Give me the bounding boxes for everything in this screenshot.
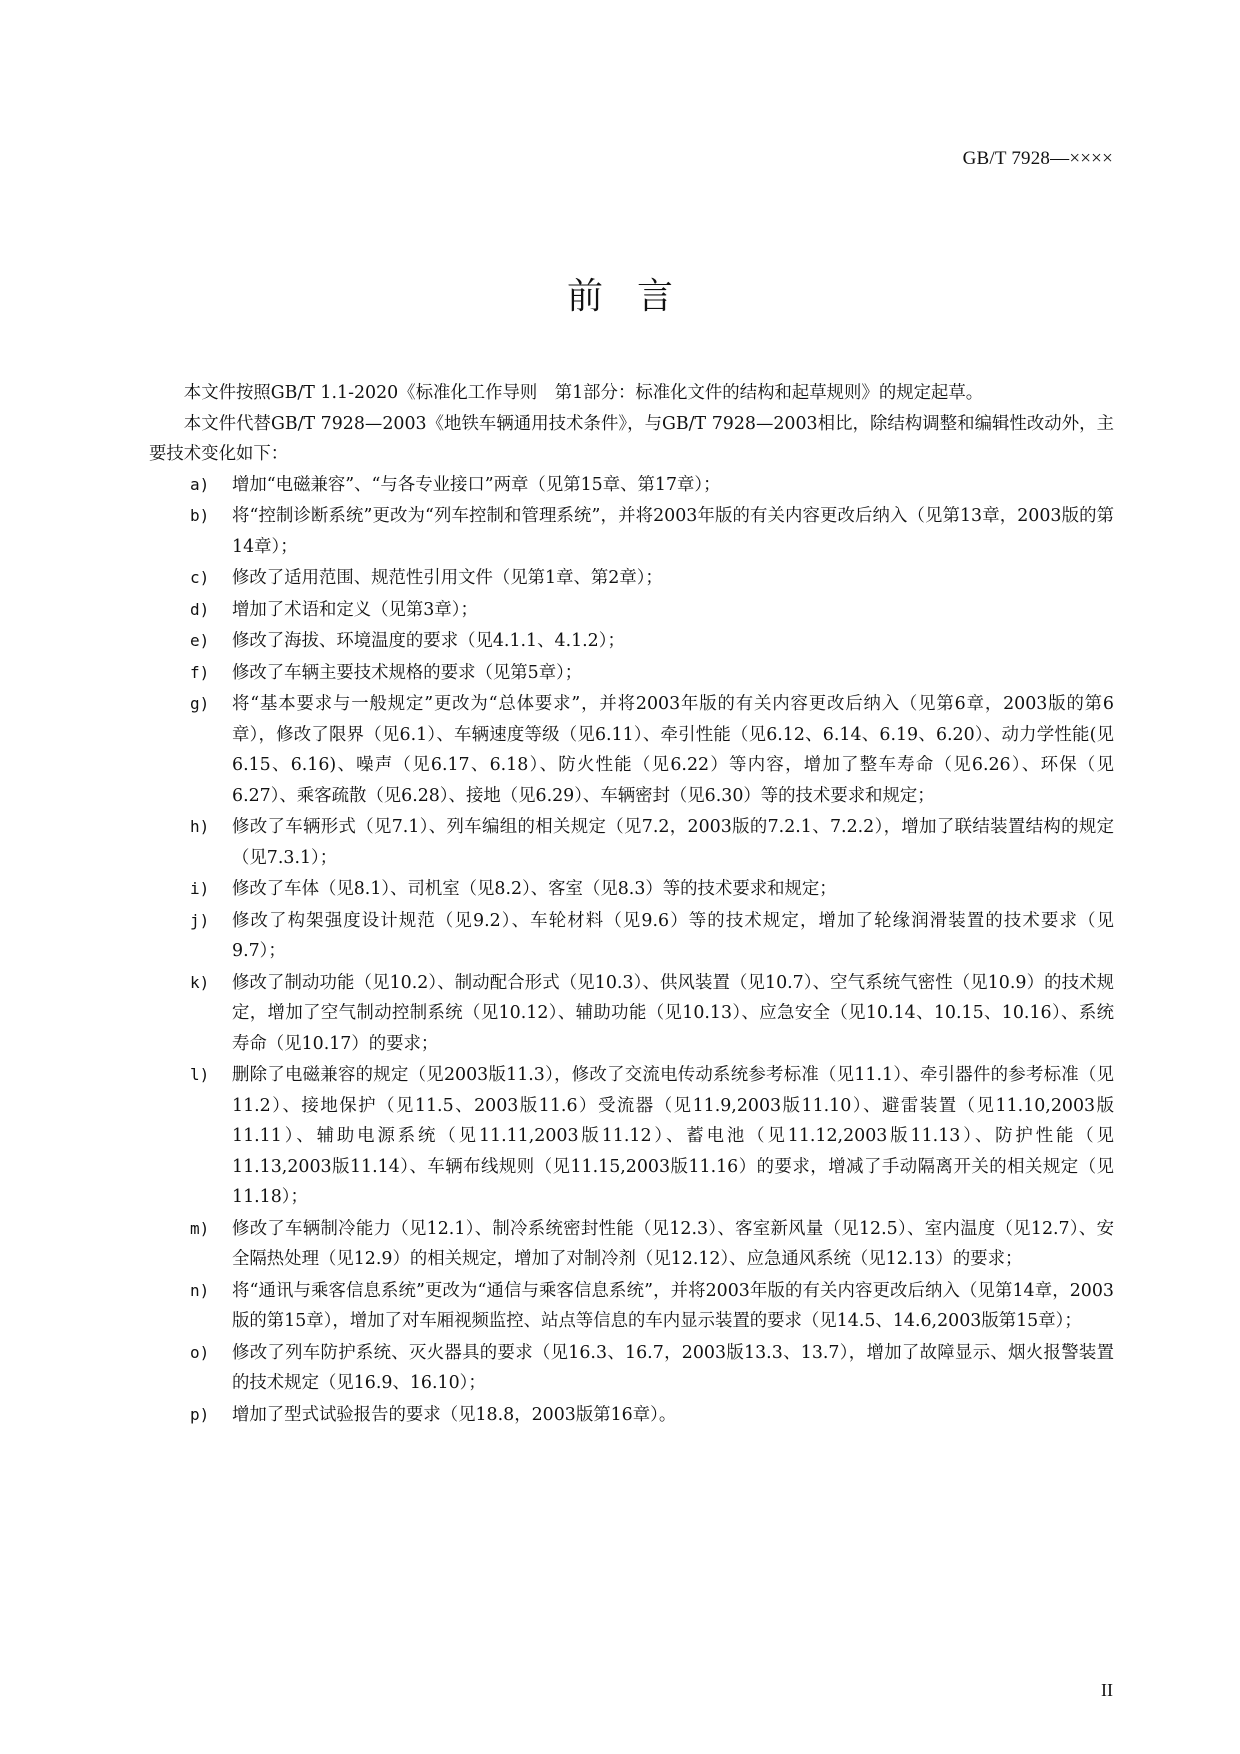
list-marker: h) <box>190 817 210 836</box>
list-item <box>149 658 1114 689</box>
list-item <box>149 563 1114 594</box>
list-item-text: 修改了制动功能（见10.2）、制动配合形式（见10.3）、供风装置（见10.7）、空气系统气密性（见10.9）的技术规定，增加了空气制动控制系统（见10.12）、辅助功能（见10.13）、应急安全（见10.14、10.15、10.16）、系统寿命（见10.17）的要求； <box>232 972 1114 1054</box>
list-item-text: 将“控制诊断系统”更改为“列车控制和管理系统”，并将2003年版的有关内容更改后纳入（见第13章，2003版的第14章）； <box>232 506 1114 557</box>
list-item-text: 修改了适用范围、规范性引用文件（见第1章、第2章）； <box>232 568 663 588</box>
list-item-text: 修改了车体（见8.1）、司机室（见8.2）、客室（见8.3）等的技术要求和规定； <box>232 879 837 899</box>
list-item <box>149 1400 1114 1431</box>
list-marker: a) <box>190 474 210 494</box>
list-item-text: 修改了海拔、环境温度的要求（见4.1.1、4.1.2）； <box>232 631 625 651</box>
list-marker: i) <box>190 879 210 898</box>
list-item-text: 修改了列车防护系统、灭火器具的要求（见16.3、16.7，2003版13.3、13.7），增加了故障显示、烟火报警装置的技术规定（见16.9、16.10）； <box>232 1342 1114 1393</box>
list-marker: l) <box>190 1065 210 1084</box>
drafting-rule-paragraph: 本文件按照GB/T 1.1-2020《标准化工作导则 第1部分：标准化文件的结构和起草规则》的规定起草。 <box>183 383 984 403</box>
list-item <box>149 874 1114 905</box>
standard-code: GB/T 7928—×××× <box>962 148 1113 169</box>
list-item <box>149 812 1114 873</box>
list-marker: d) <box>190 599 210 619</box>
list-item <box>149 626 1114 657</box>
page-number: II <box>1101 1680 1113 1700</box>
list-item-text: 增加了型式试验报告的要求（见18.8，2003版第16章）。 <box>232 1404 677 1425</box>
list-item <box>149 1060 1114 1213</box>
list-item-text: 修改了构架强度设计规范（见9.2）、车轮材料（见9.6）等的技术规定，增加了轮缘润滑装置的技术要求（见9.7）； <box>232 910 1114 961</box>
list-marker: o) <box>190 1342 210 1362</box>
list-item-text: 修改了车辆主要技术规格的要求（见第5章）； <box>232 662 583 683</box>
list-item <box>149 906 1114 967</box>
list-marker: k) <box>190 972 210 992</box>
list-marker: c) <box>190 568 210 587</box>
page-title: 前言 <box>566 276 707 317</box>
list-marker: n) <box>190 1280 210 1300</box>
list-item <box>149 1214 1114 1275</box>
list-item <box>149 595 1114 626</box>
list-item-text: 修改了车辆形式（见7.1）、列车编组的相关规定（见7.2，2003版的7.2.1、7.2.2），增加了联结装置结构的规定（见7.3.1）； <box>232 817 1114 868</box>
list-marker: j) <box>190 910 210 930</box>
list-item-text: 将“通讯与乘客信息系统”更改为“通信与乘客信息系统”，并将2003年版的有关内容更改后纳入（见第14章，2003版的第15章），增加了对车厢视频监控、站点等信息的车内显示装置的要求（见14.5、14.6,2003版第15章）； <box>232 1280 1114 1331</box>
list-item-text: 删除了电磁兼容的规定（见2003版11.3），修改了交流电传动系统参考标准（见11.1）、牵引器件的参考标准（见11.2）、接地保护（见11.5、2003版11.6）受流器（见11.9,2003版11.10）、避雷装置（见11.10,2003版11.11）、辅助电源系统（见11.11,2003版11.12）、蓄电池（见11.12,2003版11.13）、防护性能（见11.13,2003版11.14）、车辆布线规则（见11.15,2003版11.16）的要求，增减了手动隔离开关的相关规定（见11.18）； <box>232 1065 1114 1207</box>
replacement-paragraph: 本文件代替GB/T 7928—2003《地铁车辆通用技术条件》，与GB/T 7928—2003相比，除结构调整和编辑性改动外，主要技术变化如下： <box>149 413 1114 464</box>
list-marker: m) <box>190 1218 210 1238</box>
preface-body <box>149 378 1114 1431</box>
list-item <box>149 1338 1114 1399</box>
list-item-text: 修改了车辆制冷能力（见12.1）、制冷系统密封性能（见12.3）、客室新风量（见12.5）、室内温度（见12.7）、安全隔热处理（见12.9）的相关规定，增加了对制冷剂（见12.12）、应急通风系统（见12.13）的要求； <box>232 1218 1114 1269</box>
list-marker: b) <box>190 506 210 525</box>
list-marker: g) <box>190 694 210 713</box>
list-item <box>149 501 1114 562</box>
list-item <box>149 1276 1114 1337</box>
list-item-text: 增加了术语和定义（见第3章）； <box>232 599 478 620</box>
list-item <box>149 968 1114 1060</box>
list-marker: e) <box>190 631 210 650</box>
list-item-text: 增加“电磁兼容”、“与各专业接口”两章（见第15章、第17章）； <box>232 474 721 495</box>
technical-changes-list <box>149 470 1114 1431</box>
list-marker: p) <box>190 1404 210 1424</box>
list-item-text: 将“基本要求与一般规定”更改为“总体要求”，并将2003年版的有关内容更改后纳入（见第6章，2003版的第6章），修改了限界（见6.1）、车辆速度等级（见6.11）、牵引性能（见6.12、6.14、6.19、6.20）、动力学性能(见6.15、6.16)、噪声（见6.17、6.18）、防火性能（见6.22）等内容，增加了整车寿命（见6.26）、环保（见6.27）、乘客疏散（见6.28）、接地（见6.29）、车辆密封（见6.30）等的技术要求和规定； <box>232 694 1114 806</box>
list-item <box>149 470 1114 501</box>
list-marker: f) <box>190 662 210 682</box>
list-item <box>149 689 1114 811</box>
